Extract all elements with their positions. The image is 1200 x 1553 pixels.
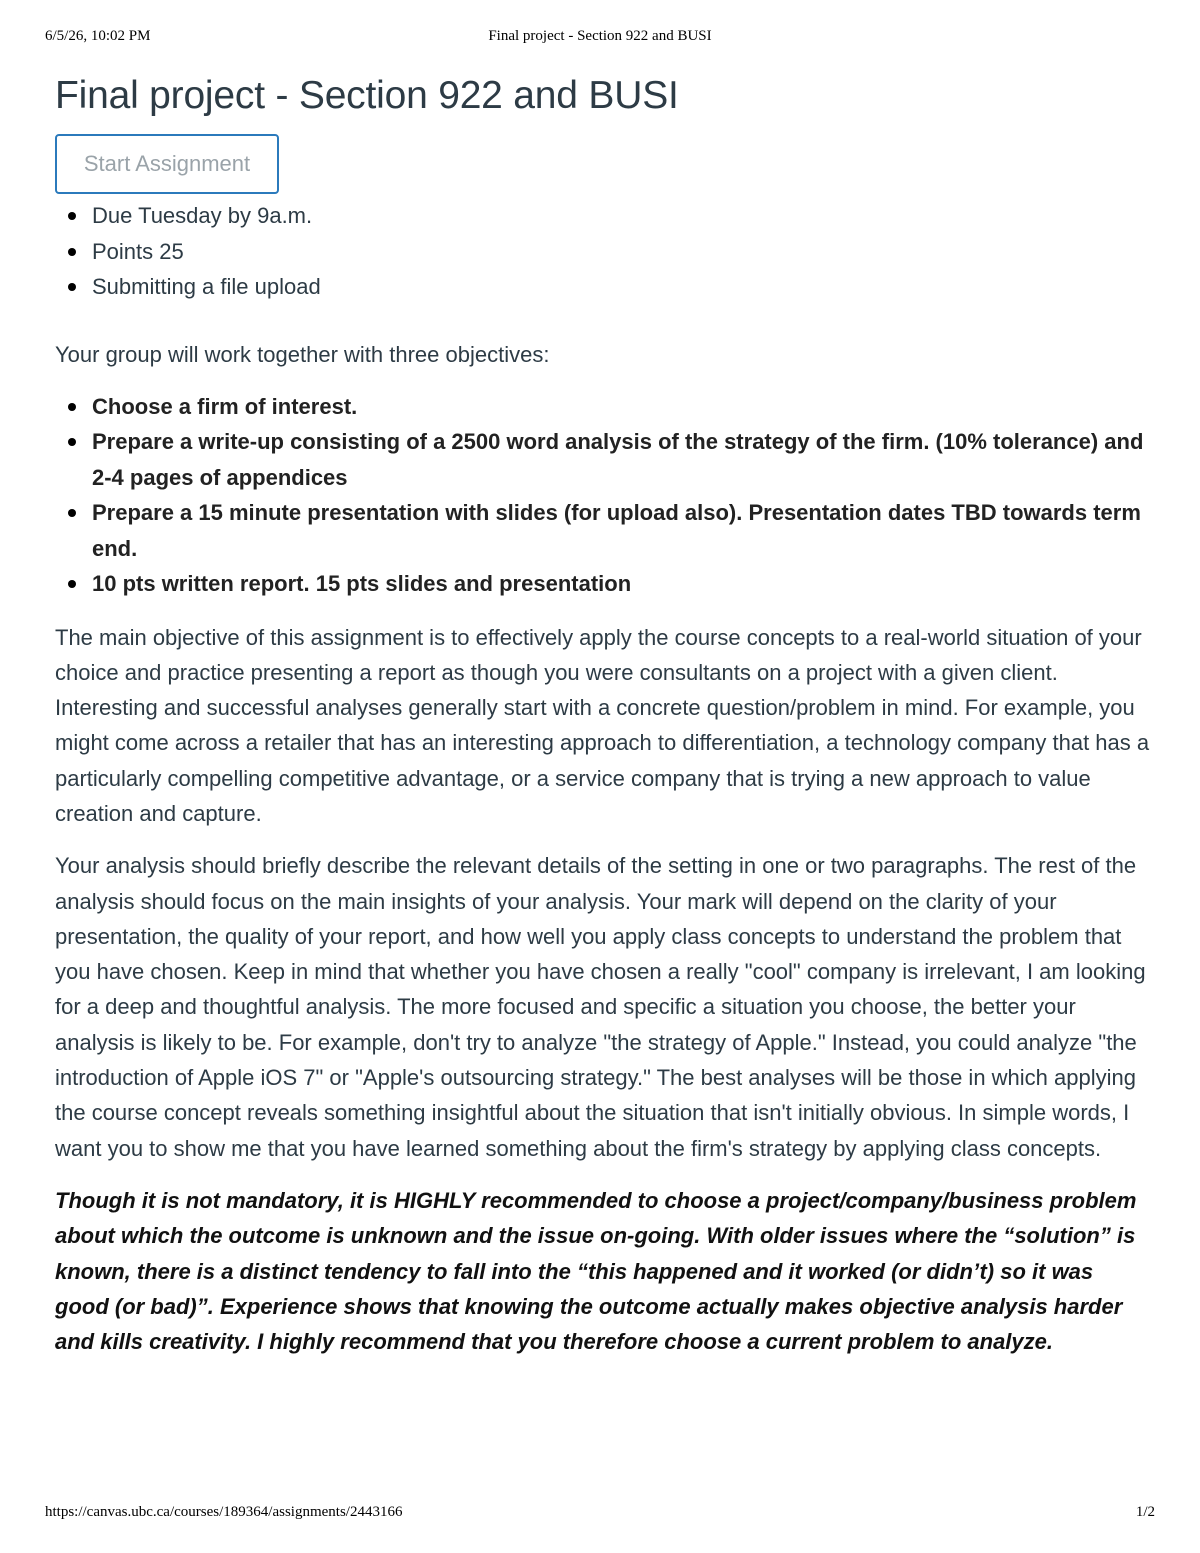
objectives-list: [55, 389, 1150, 602]
recommendation-paragraph: Though it is not mandatory, it is HIGHLY recommended to choose a project/company/business problem about which the outcome is unknown and the issue on-going. With older issues where the “solution” is known, there is a distinct tendency to fall into the “this happened and it worked (or didn’t) so it was good (or bad)”. Experience shows that knowing the outcome actually makes objective analysis harder and kills creativity. I highly recommend that you therefore choose a current problem to analyze.: [55, 1187, 1137, 1355]
print-footer: [45, 1504, 1155, 1528]
print-header: [45, 28, 1155, 52]
assignment-content: [55, 70, 1150, 1359]
objective-item: 10 pts written report. 15 pts slides and presentation: [55, 566, 1150, 602]
objective-item: Prepare a 15 minute presentation with slides (for upload also). Presentation dates TBD towards term end.: [55, 495, 1150, 566]
description-paragraph: The main objective of this assignment is to effectively apply the course concepts to a real-world situation of your choice and practice presenting a report as though you were consultants on a project with a given client. Interesting and successful analyses generally start with a concrete question/problem in mind. For example, you might come across a retailer that has an interesting approach to differentiation, a technology company that has a particularly compelling competitive advantage, or a service company that is trying a new approach to value creation and capture.: [55, 624, 1150, 826]
print-url: https://canvas.ubc.ca/courses/189364/assignments/2443166: [45, 1504, 403, 1520]
page-number: 1/2: [1135, 1504, 1155, 1520]
print-date: 6/5/26, 10:02 PM: [45, 28, 151, 44]
assignment-details-list: [55, 198, 1150, 305]
description-paragraph: Your analysis should briefly describe the relevant details of the setting in one or two paragraphs. The rest of the analysis should focus on the main insights of your analysis. Your mark will depend on the clarity of your presentation, the quality of your report, and how well you apply class concepts to understand the problem that you have chosen. Keep in mind that whether you have chosen a really "cool" company is irrelevant, I am looking for a deep and thoughtful analysis. The more focused and specific a situation you choose, the better your analysis is likely to be. For example, don't try to analyze "the strategy of Apple." Instead, you could analyze "the introduction of Apple iOS 7" or "Apple's outsourcing strategy." The best analyses will be those in which applying the course concept reveals something insightful about the situation that isn't initially obvious. In simple words, I want you to show me that you have learned something about the firm's strategy by applying class concepts.: [55, 853, 1146, 1161]
submission-type: Submitting a file upload: [55, 269, 1150, 305]
start-assignment-button[interactable]: Start Assignment: [55, 134, 279, 194]
print-title: Final project - Section 922 and BUSI: [488, 28, 712, 44]
objective-item: Prepare a write-up consisting of a 2500 word analysis of the strategy of the firm. (10% tolerance) and 2-4 pages of appendices: [55, 424, 1150, 495]
objective-item: Choose a firm of interest.: [55, 389, 1150, 425]
page-title: Final project - Section 922 and BUSI: [55, 74, 679, 117]
due-date: Due Tuesday by 9a.m.: [55, 198, 1150, 234]
intro-text: Your group will work together with three objectives:: [55, 341, 550, 367]
points: Points 25: [55, 234, 1150, 270]
